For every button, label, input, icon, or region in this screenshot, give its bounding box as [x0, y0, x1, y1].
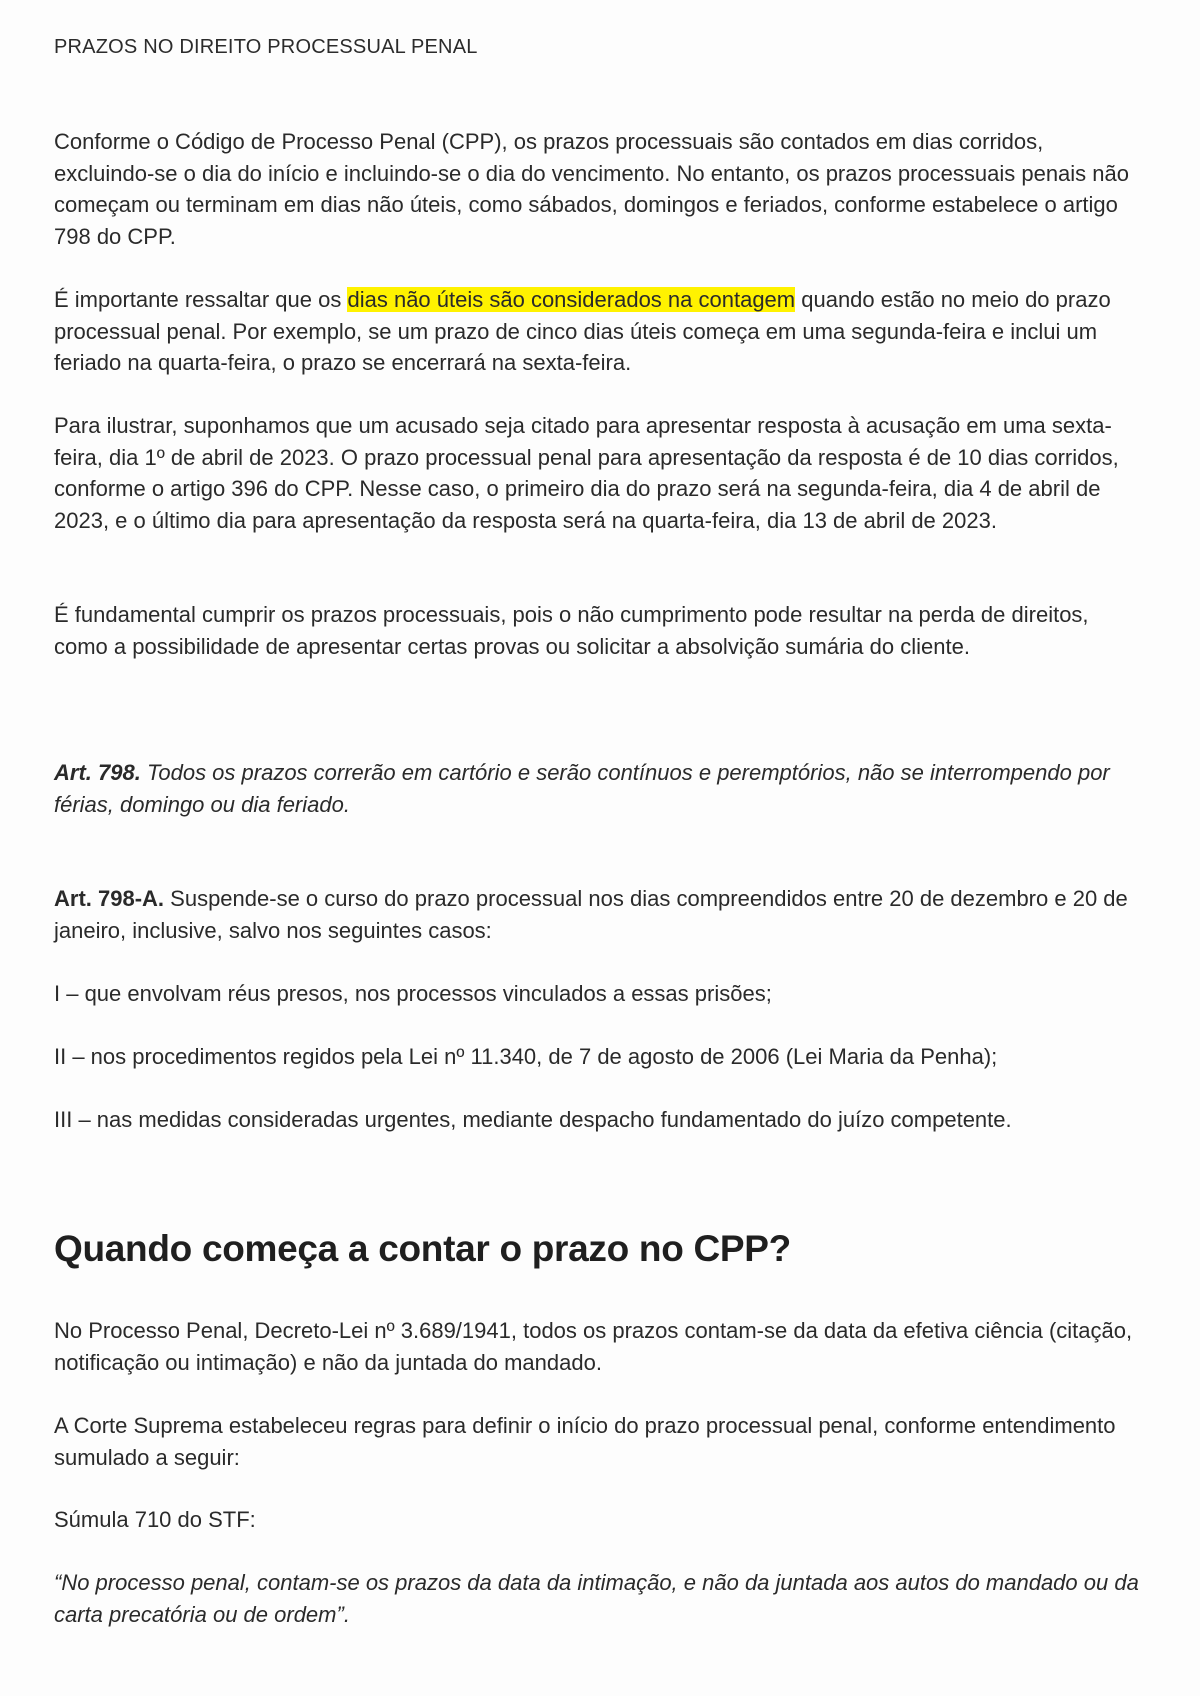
intro-paragraph-2-end: quando estão no meio do prazo processual penal. Por exemplo, se um prazo de cinco dias úteis começa em uma segunda-feira e inclui um feriado na quarta-feira, o prazo se encerrará na sexta-feira.	[54, 287, 1111, 375]
intro-paragraph-3: Para ilustrar, suponhamos que um acusado seja citado para apresentar resposta à acusação em uma sexta-feira, dia 1º de abril de 2023. O prazo processual penal para apresentação da resposta é de 10 dias corridos, conforme o artigo 396 do CPP. Nesse caso, o primeiro dia do prazo será na segunda-feira, dia 4 de abril de 2023, e o último dia para apresentação da resposta será na quarta-feira, dia 13 de abril de 2023.	[54, 413, 1119, 533]
intro-paragraph-1: Conforme o Código de Processo Penal (CPP), os prazos processuais são contados em dias corridos, excluindo-se o dia do início e incluindo-se o dia do vencimento. No entanto, os prazos processuais penais não começam ou terminam em dias não úteis, como sábados, domingos e feriados, conforme estabelece o artigo 798 do CPP.	[54, 129, 1129, 249]
highlighted-text: dias não úteis são considerados na contagem	[347, 287, 796, 312]
article-798a-item-3: III – nas medidas consideradas urgentes, mediante despacho fundamentado do juízo competente.	[54, 1107, 1012, 1132]
article-798a-item-2: II – nos procedimentos regidos pela Lei nº 11.340, de 7 de agosto de 2006 (Lei Maria da Penha);	[54, 1044, 998, 1069]
article-798-label: Art. 798.	[54, 760, 141, 785]
intro-paragraph-2-start: É importante ressaltar que os	[54, 287, 348, 312]
article-798a-text: Suspende-se o curso do prazo processual nos dias compreendidos entre 20 de dezembro e 20 de janeiro, inclusive, salvo nos seguintes casos:	[54, 886, 1128, 943]
article-798	[54, 757, 1146, 820]
section-paragraph-2: A Corte Suprema estabeleceu regras para definir o início do prazo processual penal, conforme entendimento sumulado a seguir:	[54, 1413, 1116, 1470]
article-798a-item-1: I – que envolvam réus presos, nos processos vinculados a essas prisões;	[54, 981, 772, 1006]
section-paragraph-1: No Processo Penal, Decreto-Lei nº 3.689/1941, todos os prazos contam-se da data da efetiva ciência (citação, notificação ou intimação) e não da juntada do mandado.	[54, 1318, 1133, 1375]
article-798-text: Todos os prazos correrão em cartório e serão contínuos e peremptórios, não se interrompendo por férias, domingo ou dia feriado.	[54, 760, 1110, 817]
section-heading: Quando começa a contar o prazo no CPP?	[54, 1228, 791, 1269]
article-798a	[54, 883, 1146, 946]
sumula-quote: “No processo penal, contam-se os prazos da data da intimação, e não da juntada aos autos do mandado ou da carta precatória ou de ordem”.	[54, 1570, 1139, 1627]
article-798a-label: Art. 798-A.	[54, 886, 165, 911]
intro-paragraph-4: É fundamental cumprir os prazos processuais, pois o não cumprimento pode resultar na perda de direitos, como a possibilidade de apresentar certas provas ou solicitar a absolvição sumária do cliente.	[54, 602, 1089, 659]
intro-paragraph-2	[54, 284, 1146, 379]
sumula-label: Súmula 710 do STF:	[54, 1507, 256, 1532]
document-header: PRAZOS NO DIREITO PROCESSUAL PENAL	[54, 36, 478, 58]
